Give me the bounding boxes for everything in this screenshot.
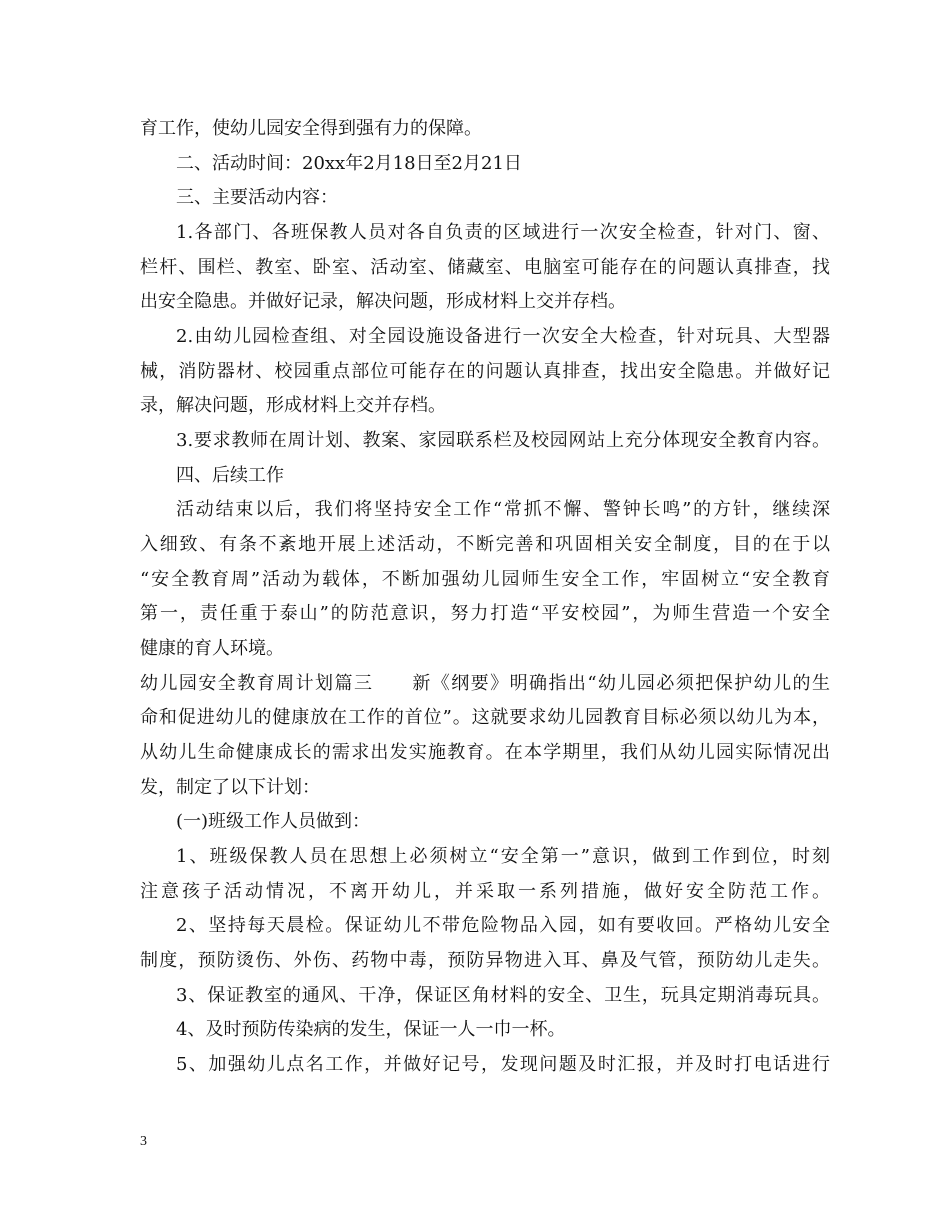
text-line: 3.要求教师在周计划、教案、家园联系栏及校园网站上充分体现安全教育内容。 (176, 430, 830, 451)
text-line: 制度，预防烫伤、外伤、药物中毒，预防异物进入耳、鼻及气管，预防幼儿走失。 (140, 950, 830, 971)
text-line: 注意孩子活动情况，不离开幼儿，并采取一系列措施，做好安全防范工作。 (140, 881, 830, 902)
text-line: 3、保证教室的通风、干净，保证区角材料的安全、卫生，玩具定期消毒玩具。 (176, 985, 830, 1006)
text-line: 命和促进幼儿的健康放在工作的首位”。这就要求幼儿园教育目标必须以幼儿为本， (140, 707, 830, 728)
text-line: 四、后续工作 (176, 465, 284, 486)
text-line: 育工作，使幼儿园安全得到强有力的保障。 (140, 118, 482, 139)
text-line: 入细致、有条不紊地开展上述活动，不断完善和巩固相关安全制度，目的在于以 (140, 534, 830, 555)
text-line: (一)班级工作人员做到： (176, 811, 371, 832)
text-line: 健康的育人环境。 (140, 638, 284, 659)
text-line: 录，解决问题，形成材料上交并存档。 (140, 395, 446, 416)
page-number: 3 (140, 1134, 147, 1149)
text-line: 2.由幼儿园检查组、对全园设施设备进行一次安全大检查，针对玩具、大型器 (176, 326, 830, 347)
text-line: 出安全隐患。并做好记录，解决问题，形成材料上交并存档。 (140, 291, 626, 312)
text-line: 二、活动时间：20xx年2月18日至2月21日 (176, 153, 522, 174)
text-line: 活动结束以后，我们将坚持安全工作“常抓不懈、警钟长鸣”的方针，继续深 (176, 499, 830, 520)
text-line: “安全教育周”活动为载体，不断加强幼儿园师生安全工作，牢固树立“安全教育 (140, 569, 830, 590)
text-line: 发，制定了以下计划： (140, 777, 320, 798)
text-line: 1、班级保教人员在思想上必须树立“安全第一”意识，做到工作到位，时刻 (176, 846, 830, 867)
text-line: 从幼儿生命健康成长的需求出发实施教育。在本学期里，我们从幼儿园实际情况出 (140, 742, 830, 763)
text-line: 4、及时预防传染病的发生，保证一人一巾一杯。 (176, 1019, 566, 1040)
text-line: 幼儿园安全教育周计划篇三 新《纲要》明确指出“幼儿园必须把保护幼儿的生 (140, 673, 830, 694)
text-line: 栏杆、围栏、教室、卧室、活动室、储藏室、电脑室可能存在的问题认真排查，找 (140, 257, 830, 278)
text-line: 第一，责任重于泰山”的防范意识，努力打造“平安校园”，为师生营造一个安全 (140, 603, 830, 624)
text-line: 三、主要活动内容： (176, 187, 338, 208)
text-line: 1.各部门、各班保教人员对各自负责的区域进行一次安全检查，针对门、窗、 (176, 222, 830, 243)
text-line: 2、坚持每天晨检。保证幼儿不带危险物品入园，如有要收回。严格幼儿安全 (176, 915, 830, 936)
text-line: 械，消防器材、校园重点部位可能存在的问题认真排查，找出安全隐患。并做好记 (140, 361, 830, 382)
text-line: 5、加强幼儿点名工作，并做好记号，发现问题及时汇报，并及时打电话进行 (176, 1054, 830, 1075)
